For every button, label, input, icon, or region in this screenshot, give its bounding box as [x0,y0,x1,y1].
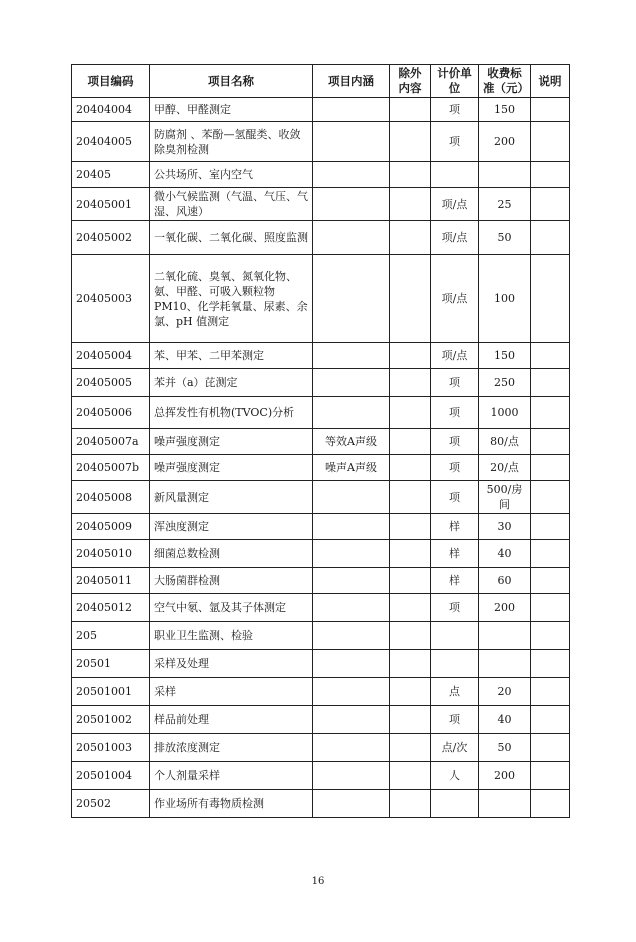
cell-code: 20405003 [72,255,150,343]
table-row [72,188,570,221]
cell-code: 20501002 [72,706,150,734]
cell-note [531,397,570,429]
header-content: 项目内涵 [313,65,390,98]
cell-fee: 150 [479,98,531,122]
cell-content [313,540,390,568]
header-fee: 收费标准（元） [479,65,531,98]
cell-name: 职业卫生监测、检验 [150,622,313,650]
table-row [72,762,570,790]
cell-unit [431,162,479,188]
cell-unit [431,622,479,650]
cell-code: 20405001 [72,188,150,221]
cell-content [313,122,390,162]
cell-unit: 点/次 [431,734,479,762]
cell-unit: 项 [431,481,479,514]
cell-name: 苯并（a）芘测定 [150,369,313,397]
page-number: 16 [311,876,325,887]
cell-name: 防腐剂 、苯酚—氢醌类、收敛除臭剂检测 [150,122,313,162]
cell-name: 采样 [150,678,313,706]
cell-note [531,678,570,706]
cell-content: 噪声A声级 [313,455,390,481]
cell-unit: 项/点 [431,221,479,255]
cell-content [313,343,390,369]
table-row [72,98,570,122]
cell-excluded [390,790,431,818]
cell-name: 细菌总数检测 [150,540,313,568]
cell-code: 20404005 [72,122,150,162]
cell-unit: 项 [431,369,479,397]
cell-content [313,514,390,540]
cell-excluded [390,397,431,429]
cell-content: 等效A声级 [313,429,390,455]
cell-code: 20405012 [72,594,150,622]
cell-content [313,98,390,122]
cell-fee: 250 [479,369,531,397]
cell-code: 20405011 [72,568,150,594]
cell-note [531,343,570,369]
cell-note [531,188,570,221]
table-row [72,540,570,568]
table-row [72,343,570,369]
cell-unit: 项 [431,397,479,429]
cell-name: 作业场所有毒物质检测 [150,790,313,818]
cell-excluded [390,98,431,122]
cell-code: 20405004 [72,343,150,369]
cell-content [313,734,390,762]
cell-fee [479,790,531,818]
cell-excluded [390,706,431,734]
cell-note [531,568,570,594]
cell-fee: 50 [479,221,531,255]
cell-name: 甲醇、甲醛测定 [150,98,313,122]
cell-unit: 样 [431,568,479,594]
cell-excluded [390,122,431,162]
cell-fee: 80/点 [479,429,531,455]
cell-name: 公共场所、室内空气 [150,162,313,188]
cell-content [313,255,390,343]
cell-content [313,568,390,594]
table-row [72,369,570,397]
cell-unit: 项 [431,429,479,455]
table-row [72,455,570,481]
table-row [72,622,570,650]
table-row [72,514,570,540]
cell-name: 空气中氡、氩及其子体测定 [150,594,313,622]
cell-name: 样品前处理 [150,706,313,734]
cell-unit [431,650,479,678]
header-code: 项目编码 [72,65,150,98]
cell-content [313,594,390,622]
cell-fee [479,162,531,188]
cell-code: 20405005 [72,369,150,397]
cell-content [313,650,390,678]
cell-content [313,762,390,790]
cell-note [531,455,570,481]
table-row [72,162,570,188]
cell-note [531,762,570,790]
cell-code: 20501004 [72,762,150,790]
cell-note [531,734,570,762]
cell-note [531,594,570,622]
cell-unit [431,790,479,818]
cell-fee: 200 [479,762,531,790]
cell-excluded [390,369,431,397]
cell-fee: 25 [479,188,531,221]
cell-content [313,622,390,650]
table-row [72,255,570,343]
cell-code: 20405007a [72,429,150,455]
cell-name: 微小气候监测（气温、气压、气湿、风速） [150,188,313,221]
cell-name: 个人剂量采样 [150,762,313,790]
cell-excluded [390,514,431,540]
table-row [72,122,570,162]
cell-excluded [390,343,431,369]
cell-excluded [390,221,431,255]
cell-code: 20501001 [72,678,150,706]
cell-fee: 150 [479,343,531,369]
table-row [72,734,570,762]
cell-name: 苯、甲苯、二甲苯测定 [150,343,313,369]
cell-excluded [390,762,431,790]
header-row [72,65,570,98]
cell-excluded [390,734,431,762]
cell-note [531,540,570,568]
cell-content [313,706,390,734]
cell-unit: 人 [431,762,479,790]
cell-excluded [390,481,431,514]
cell-note [531,706,570,734]
cell-unit: 项/点 [431,255,479,343]
cell-note [531,122,570,162]
cell-excluded [390,455,431,481]
cell-note [531,650,570,678]
cell-note [531,162,570,188]
cell-excluded [390,255,431,343]
cell-name: 新风量测定 [150,481,313,514]
cell-unit: 项 [431,98,479,122]
cell-name: 总挥发性有机物(TVOC)分析 [150,397,313,429]
cell-unit: 项 [431,706,479,734]
cell-code: 20502 [72,790,150,818]
cell-unit: 点 [431,678,479,706]
cell-note [531,429,570,455]
cell-fee: 200 [479,594,531,622]
header-excluded: 除外内容 [390,65,431,98]
header-note: 说明 [531,65,570,98]
cell-excluded [390,188,431,221]
cell-code: 205 [72,622,150,650]
cell-note [531,221,570,255]
table-row [72,790,570,818]
cell-note [531,790,570,818]
cell-unit: 项/点 [431,188,479,221]
cell-excluded [390,678,431,706]
cell-name: 浑浊度测定 [150,514,313,540]
cell-fee: 60 [479,568,531,594]
cell-code: 20405008 [72,481,150,514]
table-row [72,221,570,255]
cell-unit: 样 [431,540,479,568]
cell-fee: 20 [479,678,531,706]
cell-fee [479,622,531,650]
cell-fee: 500/房间 [479,481,531,514]
header-unit: 计价单位 [431,65,479,98]
cell-name: 二氧化硫、臭氧、氮氧化物、氨、甲醛、可吸入颗粒物 PM10、化学耗氧量、尿素、余氯、pH 值测定 [150,255,313,343]
cell-fee: 1000 [479,397,531,429]
cell-fee [479,650,531,678]
table-row [72,397,570,429]
cell-excluded [390,568,431,594]
cell-note [531,369,570,397]
cell-name: 噪声强度测定 [150,429,313,455]
cell-name: 排放浓度测定 [150,734,313,762]
cell-code: 20405002 [72,221,150,255]
cell-content [313,221,390,255]
table-row [72,594,570,622]
cell-unit: 项/点 [431,343,479,369]
cell-excluded [390,594,431,622]
header-name: 项目名称 [150,65,313,98]
cell-note [531,514,570,540]
cell-content [313,162,390,188]
cell-name: 大肠菌群检测 [150,568,313,594]
cell-name: 噪声强度测定 [150,455,313,481]
cell-fee: 40 [479,706,531,734]
cell-note [531,98,570,122]
cell-code: 20501003 [72,734,150,762]
cell-content [313,678,390,706]
cell-name: 一氧化碳、二氧化碳、照度监测 [150,221,313,255]
cell-content [313,481,390,514]
table-row [72,568,570,594]
table-row [72,650,570,678]
cell-unit: 项 [431,594,479,622]
cell-content [313,369,390,397]
cell-unit: 项 [431,122,479,162]
cell-code: 20405009 [72,514,150,540]
cell-fee: 40 [479,540,531,568]
cell-unit: 项 [431,455,479,481]
table-row [72,706,570,734]
table-row [72,678,570,706]
cell-excluded [390,429,431,455]
cell-note [531,481,570,514]
table-row [72,481,570,514]
cell-code: 20405006 [72,397,150,429]
cell-fee: 50 [479,734,531,762]
cell-content [313,188,390,221]
cell-code: 20404004 [72,98,150,122]
cell-fee: 100 [479,255,531,343]
fee-table [71,64,570,818]
cell-excluded [390,650,431,678]
cell-fee: 20/点 [479,455,531,481]
cell-note [531,622,570,650]
cell-fee: 200 [479,122,531,162]
cell-code: 20405 [72,162,150,188]
cell-code: 20501 [72,650,150,678]
cell-code: 20405010 [72,540,150,568]
cell-code: 20405007b [72,455,150,481]
cell-excluded [390,540,431,568]
cell-excluded [390,622,431,650]
cell-fee: 30 [479,514,531,540]
cell-name: 采样及处理 [150,650,313,678]
cell-unit: 样 [431,514,479,540]
cell-content [313,790,390,818]
cell-excluded [390,162,431,188]
table-row [72,429,570,455]
cell-note [531,255,570,343]
cell-content [313,397,390,429]
